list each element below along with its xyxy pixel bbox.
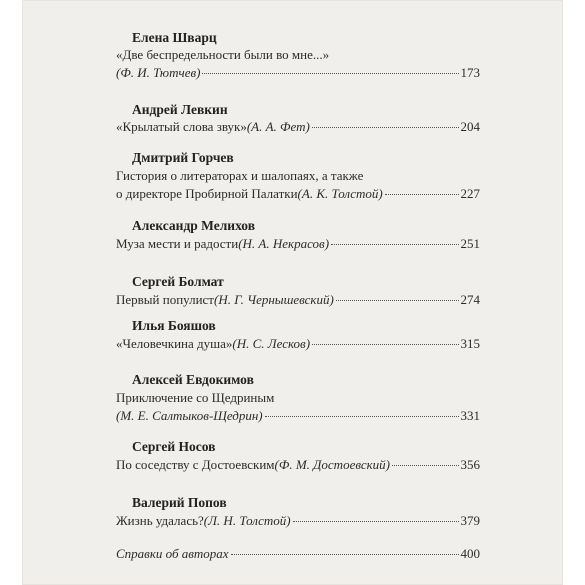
leader-dots (312, 127, 459, 128)
entry-author: Елена Шварц (132, 30, 217, 45)
entry-author: Александр Мелихов (132, 218, 256, 233)
leader-dots (331, 244, 458, 245)
entry-author: Сергей Болмат (132, 274, 224, 289)
entry-source: (Н. Г. Чернышевский) (213, 292, 334, 307)
entry-source: (Н. С. Лесков) (232, 336, 311, 351)
leader-dots (385, 194, 459, 195)
entry-source: (А. А. Фет) (246, 119, 310, 134)
book-page (22, 0, 563, 585)
leader-dots (336, 300, 459, 301)
entry-page-number: 251 (460, 236, 480, 251)
entry-source: (А. К. Толстой) (297, 186, 383, 201)
leader-dots (293, 521, 459, 522)
entry-source: (Ф. М. Достоевский) (274, 457, 390, 472)
entry-title: Муза мести и радости (116, 236, 239, 251)
entry-title: «Крылатый слова звук» (116, 119, 247, 134)
leader-dots (312, 344, 458, 345)
entry-title-line (116, 390, 480, 406)
entry-title-line (116, 186, 480, 202)
entry-page-number: 379 (460, 513, 480, 528)
entry-page-number: 315 (460, 336, 480, 351)
leader-dots (265, 416, 459, 417)
leader-dots (231, 554, 459, 555)
entry-page-number: 331 (460, 408, 480, 423)
about-authors-title: Справки об авторах (116, 546, 229, 561)
entry-title: Первый популист (116, 292, 214, 307)
entry-source: (Л. Н. Толстой) (203, 513, 291, 528)
entry-title-line (116, 168, 480, 184)
entry-page-number: 204 (460, 119, 480, 134)
about-authors-page-number: 400 (460, 546, 480, 561)
entry-author: Дмитрий Горчев (132, 150, 234, 165)
entry-author: Сергей Носов (132, 439, 216, 454)
entry-source-line (116, 65, 480, 81)
entry-page-number: 356 (460, 457, 480, 472)
entry-author: Илья Бояшов (132, 318, 216, 333)
entry-title-line (116, 236, 480, 252)
leader-dots (392, 465, 459, 466)
entry-page-number: 173 (460, 65, 480, 80)
entry-source: (Ф. И. Тютчев) (116, 65, 201, 80)
entry-title: По соседству с Достоевским (116, 457, 275, 472)
entry-source: (М. Е. Салтыков-Щедрин) (116, 408, 263, 423)
entry-title: Жизнь удалась? (116, 513, 204, 528)
entry-title-line (116, 292, 480, 308)
entry-title: «Две беспредельности были во мне...» (116, 47, 330, 62)
entry-title: «Человечкина душа» (116, 336, 233, 351)
entry-page-number: 274 (460, 292, 480, 307)
entry-title: Приключение со Щедриным (116, 390, 275, 405)
leader-dots (202, 73, 458, 74)
entry-title: Гистория о литераторах и шалопаях, а также (116, 168, 364, 183)
entry-author: Валерий Попов (132, 495, 227, 510)
entry-author: Андрей Левкин (132, 102, 228, 117)
entry-title-line (116, 47, 480, 63)
entry-source-line (116, 408, 480, 424)
entry-page-number: 227 (460, 186, 480, 201)
entry-title: о директоре Пробирной Палатки (116, 186, 298, 201)
entry-title-line (116, 457, 480, 473)
about-authors-line (116, 546, 480, 562)
entry-source: (Н. А. Некрасов) (238, 236, 330, 251)
entry-title-line (116, 513, 480, 529)
entry-title-line (116, 336, 480, 352)
entry-title-line (116, 119, 480, 135)
entry-author: Алексей Евдокимов (132, 372, 254, 387)
